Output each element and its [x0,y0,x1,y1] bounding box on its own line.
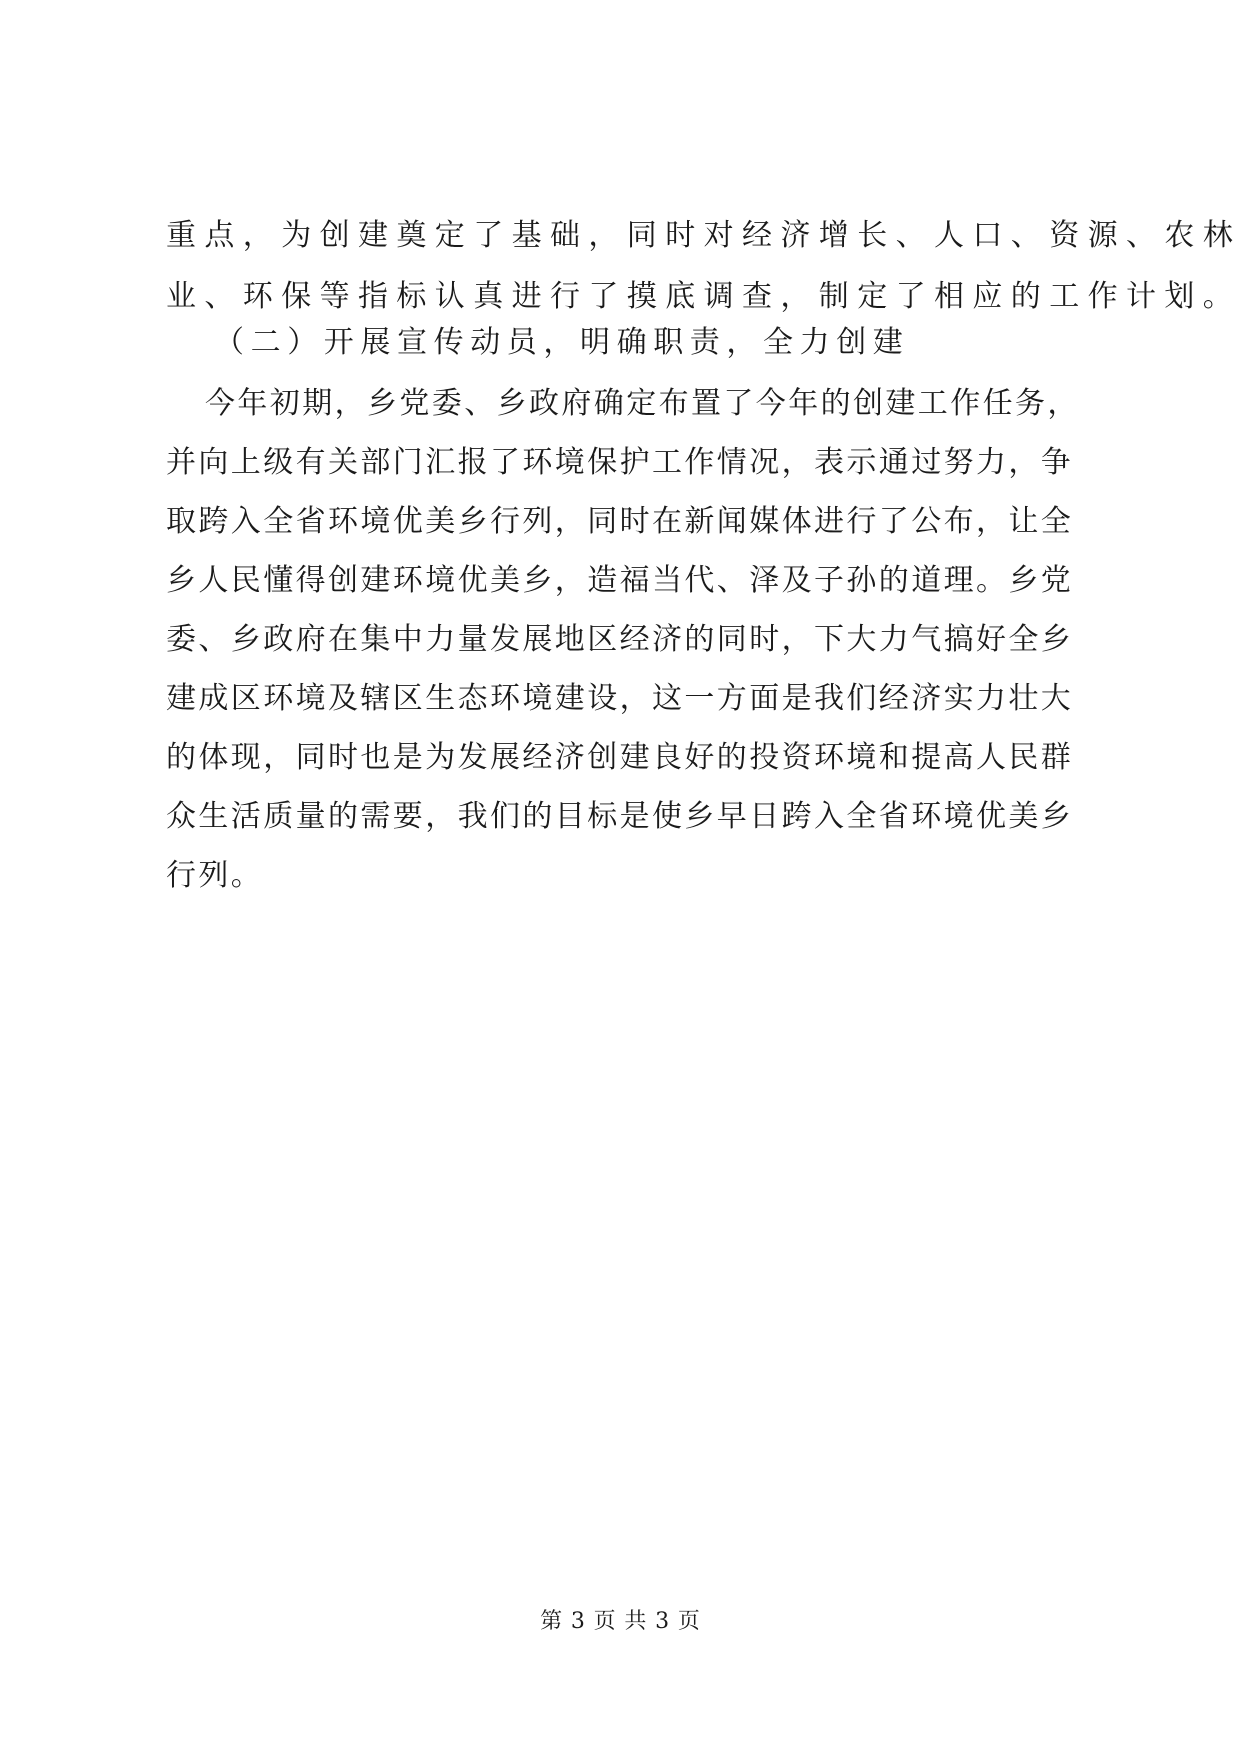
intro-line-2: 业、环保等指标认真进行了摸底调查，制定了相应的工作计划。 [166,279,1241,314]
paragraph-line-9: 行列。 [166,858,264,893]
paragraph-line-7: 的体现，同时也是为发展经济创建良好的投资环境和提高人民群 [166,740,1074,775]
paragraph-line-8: 众生活质量的需要，我们的目标是使乡早日跨入全省环境优美乡 [166,799,1074,834]
section-heading: （二）开展宣传动员，明确职责，全力创建 [214,325,910,360]
page-number-footer: 第 3 页 共 3 页 [540,1609,701,1634]
paragraph-line-2: 并向上级有关部门汇报了环境保护工作情况，表示通过努力，争 [166,445,1074,480]
paragraph-line-5: 委、乡政府在集中力量发展地区经济的同时，下大力气搞好全乡 [166,622,1074,657]
paragraph-line-4: 乡人民懂得创建环境优美乡，造福当代、泽及子孙的道理。乡党 [166,563,1074,598]
paragraph-line-6: 建成区环境及辖区生态环境建设，这一方面是我们经济实力壮大 [166,681,1074,716]
paragraph-line-1: 今年初期，乡党委、乡政府确定布置了今年的创建工作任务， [205,386,1080,421]
intro-line-1: 重点，为创建奠定了基础，同时对经济增长、人口、资源、农林 [166,218,1241,253]
paragraph-line-3: 取跨入全省环境优美乡行列，同时在新闻媒体进行了公布，让全 [166,504,1074,539]
